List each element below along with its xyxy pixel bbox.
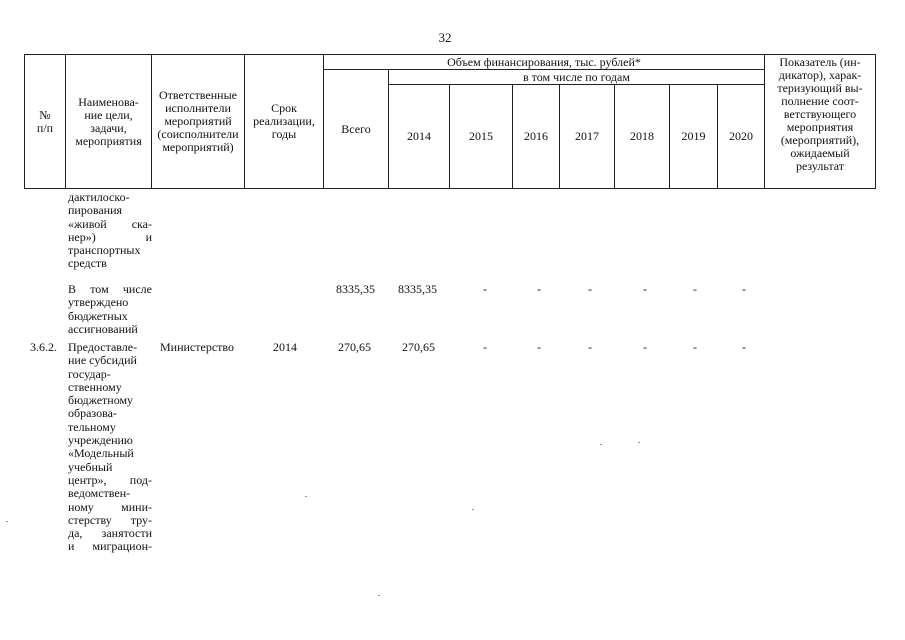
- continuation-text: дактилоско- пирования «живой ска- нер») и транспортных средств: [68, 190, 152, 271]
- header-year-2017: 2017: [560, 85, 615, 189]
- item-number: 3.6.2.: [30, 340, 57, 354]
- header-year-2020: 2020: [718, 85, 765, 189]
- header-responsible: Ответственные исполнители мероприятий (соисполнители мероприятий): [152, 55, 245, 189]
- header-year-2015: 2015: [450, 85, 513, 189]
- header-by-years: в том числе по годам: [389, 70, 765, 85]
- approved-label: В том числе утверждено бюджетных ассигнований: [68, 282, 152, 336]
- header-year-2019: 2019: [670, 85, 718, 189]
- item-total: 270,65: [338, 340, 371, 354]
- header-year-2014: 2014: [389, 85, 450, 189]
- scan-speck: [6, 521, 8, 522]
- approved-2019: -: [693, 282, 697, 296]
- item-2017: -: [588, 340, 592, 354]
- header-total: Всего: [324, 70, 389, 189]
- header-funding: Объем финансирования, тыс. рублей*: [324, 55, 765, 70]
- header-year-2018: 2018: [615, 85, 670, 189]
- item-2014: 270,65: [402, 340, 435, 354]
- scan-speck: [600, 444, 602, 445]
- item-2019: -: [693, 340, 697, 354]
- scan-speck: [305, 496, 307, 497]
- approved-2018: -: [643, 282, 647, 296]
- item-label: Предоставле- ние субсидий государ- ственному бюджетному образова- тельному учреждению «Модельный учебный центр», под- ведомствен- ному мини- стерству тру- да, занятости и миграцион-: [68, 340, 152, 554]
- header-table: [24, 54, 876, 189]
- header-goal: Наименова- ние цели, задачи, мероприятия: [66, 55, 152, 189]
- header-num: № п/п: [25, 55, 66, 189]
- approved-2020: -: [742, 282, 746, 296]
- item-2016: -: [537, 340, 541, 354]
- scan-speck: [378, 595, 380, 596]
- item-2015: -: [483, 340, 487, 354]
- scan-speck: [472, 509, 474, 510]
- header-term: Срок реализации, годы: [245, 55, 324, 189]
- approved-2016: -: [537, 282, 541, 296]
- header-year-2016: 2016: [513, 85, 560, 189]
- item-responsible: Министерство: [160, 340, 234, 354]
- header-indicator: Показатель (ин- дикатор), харак- теризующий вы- полнение соот- ветствующего мероприятия (мероприятий), ожидаемый результат: [765, 55, 876, 189]
- scan-speck: [638, 442, 640, 443]
- approved-2015: -: [483, 282, 487, 296]
- item-2018: -: [643, 340, 647, 354]
- page-number: 32: [438, 30, 452, 45]
- approved-total: 8335,35: [336, 282, 375, 296]
- approved-2017: -: [588, 282, 592, 296]
- item-2020: -: [742, 340, 746, 354]
- item-term: 2014: [273, 340, 297, 354]
- approved-2014: 8335,35: [398, 282, 437, 296]
